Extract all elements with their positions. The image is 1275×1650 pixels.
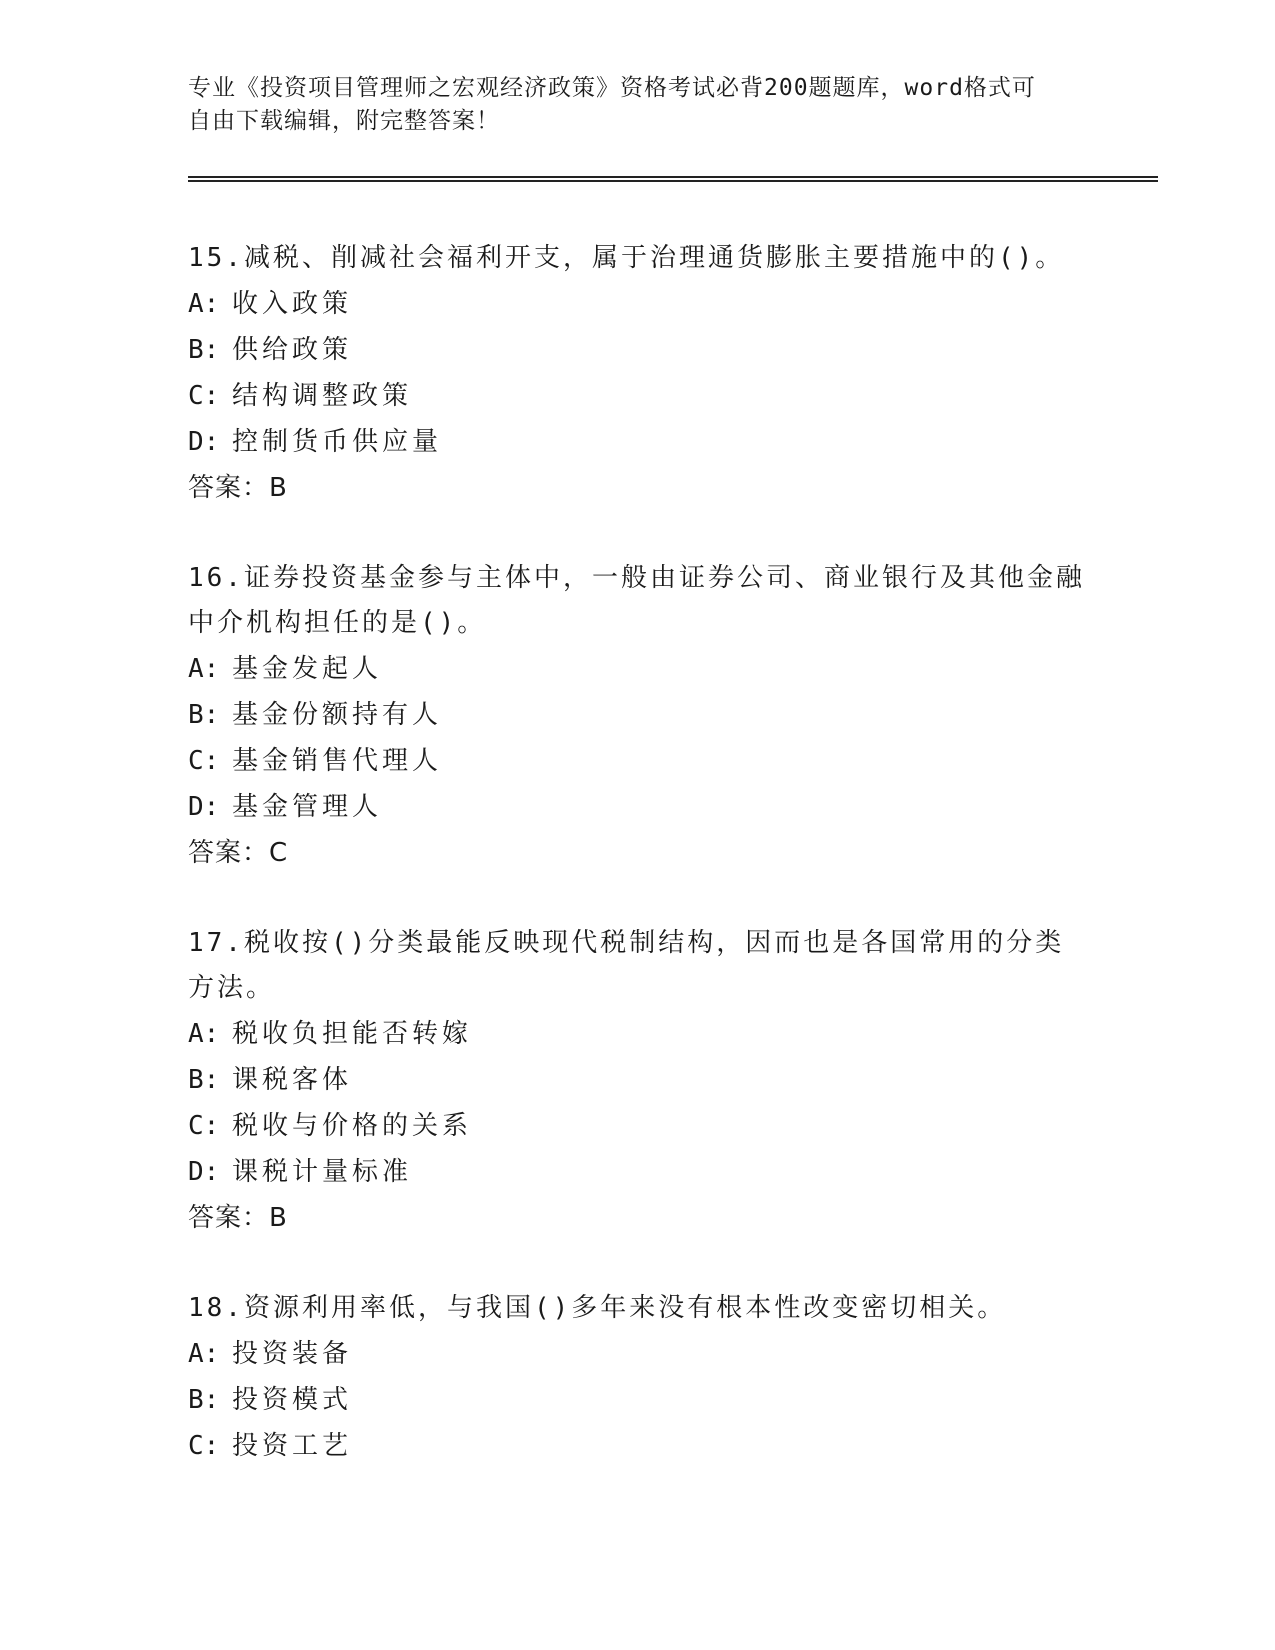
option-c [188, 373, 1088, 419]
option-text: 税收负担能否转嫁 [232, 1019, 473, 1049]
option-a [188, 1331, 1088, 1377]
option-text: 课税计量标准 [232, 1157, 413, 1187]
question-stem: 16.证券投资基金参与主体中，一般由证券公司、商业银行及其他金融中介机构担任的是()。 [188, 563, 1085, 638]
option-letter: B: [188, 700, 220, 730]
option-letter: A: [188, 1339, 220, 1369]
header-line-1: 专业《投资项目管理师之宏观经济政策》资格考试必背200题题库，word格式可 [188, 75, 1036, 101]
option-letter: A: [188, 654, 220, 684]
option-c [188, 738, 1088, 784]
option-letter: D: [188, 792, 220, 822]
option-text: 投资装备 [232, 1339, 353, 1369]
answer-line: 答案：B [188, 473, 288, 503]
option-letter: C: [188, 381, 220, 411]
option-d [188, 419, 1088, 465]
option-text: 税收与价格的关系 [232, 1111, 473, 1141]
question-15 [188, 236, 1088, 511]
option-text: 课税客体 [232, 1065, 353, 1095]
option-letter: A: [188, 1019, 220, 1049]
option-text: 控制货币供应量 [232, 427, 443, 457]
option-letter: D: [188, 427, 220, 457]
option-letter: C: [188, 746, 220, 776]
option-text: 基金发起人 [232, 654, 383, 684]
option-letter: B: [188, 1065, 220, 1095]
option-d [188, 784, 1088, 830]
option-text: 投资模式 [232, 1385, 353, 1415]
question-stem: 15.减税、削减社会福利开支，属于治理通货膨胀主要措施中的()。 [188, 243, 1065, 273]
question-list [188, 236, 1088, 1514]
option-c [188, 1423, 1088, 1469]
option-text: 收入政策 [232, 289, 353, 319]
option-b [188, 327, 1088, 373]
option-letter: C: [188, 1431, 220, 1461]
option-d [188, 1149, 1088, 1195]
header-line-2: 自由下载编辑，附完整答案！ [188, 108, 500, 134]
option-letter: B: [188, 335, 220, 365]
question-stem: 17.税收按()分类最能反映现代税制结构，因而也是各国常用的分类方法。 [188, 928, 1065, 1003]
option-letter: B: [188, 1385, 220, 1415]
option-text: 结构调整政策 [232, 381, 413, 411]
option-letter: C: [188, 1111, 220, 1141]
answer-line: 答案：C [188, 838, 289, 868]
question-18 [188, 1286, 1088, 1469]
option-c [188, 1103, 1088, 1149]
option-b [188, 1377, 1088, 1423]
option-text: 供给政策 [232, 335, 353, 365]
option-a [188, 1011, 1088, 1057]
option-letter: D: [188, 1157, 220, 1187]
header-double-rule [188, 176, 1158, 182]
option-text: 基金管理人 [232, 792, 383, 822]
document-header [188, 72, 1088, 138]
question-17 [188, 921, 1088, 1241]
option-letter: A: [188, 289, 220, 319]
option-b [188, 692, 1088, 738]
option-text: 基金销售代理人 [232, 746, 443, 776]
option-b [188, 1057, 1088, 1103]
answer-line: 答案：B [188, 1203, 288, 1233]
option-text: 基金份额持有人 [232, 700, 443, 730]
question-16 [188, 556, 1088, 876]
option-text: 投资工艺 [232, 1431, 353, 1461]
question-stem: 18.资源利用率低，与我国()多年来没有根本性改变密切相关。 [188, 1293, 1007, 1323]
option-a [188, 281, 1088, 327]
option-a [188, 646, 1088, 692]
